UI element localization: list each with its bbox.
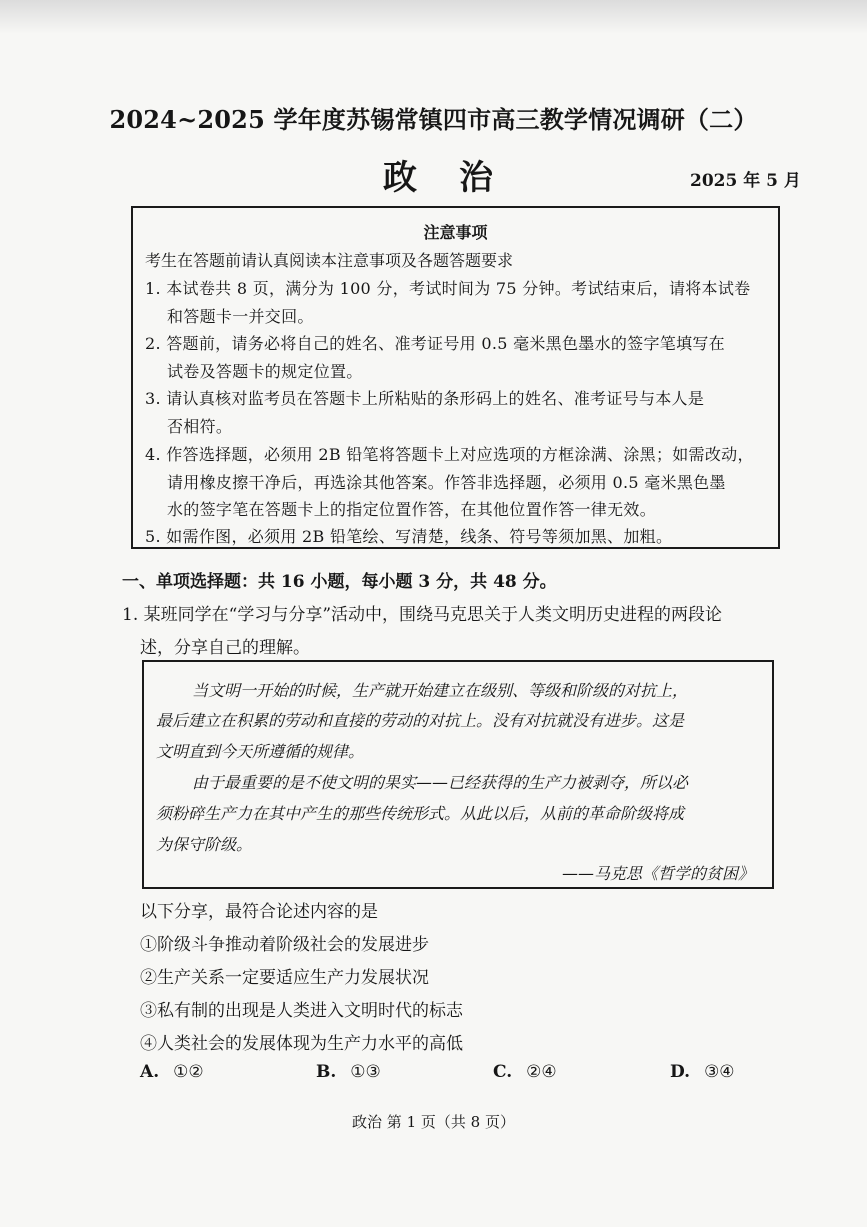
quote-line: 须粉碎生产力在其中产生的那些传统形式。从此以后，从前的革命阶级将成 — [156, 804, 685, 823]
notice-heading: 注意事项 — [423, 223, 488, 242]
notice-line: 5. 如需作图，必须用 2B 铅笔绘、写清楚，线条、符号等须加黑、加粗。 — [145, 527, 673, 546]
section-header: 一、单项选择题：共 16 小题，每小题 3 分，共 48 分。 — [122, 572, 557, 592]
quote-source: ——马克思《哲学的贫困》 — [561, 864, 754, 883]
statement-option: ①阶级斗争推动着阶级社会的发展进步 — [140, 935, 429, 955]
quote-line: 当文明一开始的时候，生产就开始建立在级别、等级和阶级的对抗上， — [192, 681, 689, 700]
quote-line: 文明直到今天所遵循的规律。 — [156, 742, 365, 761]
quote-line: 为保守阶级。 — [156, 835, 253, 854]
choice-letter: B. — [316, 1062, 337, 1082]
notice-line: 水的签字笔在答题卡上的指定位置作答，在其他位置作答一律无效。 — [167, 500, 657, 519]
choice-text: ③④ — [704, 1062, 735, 1082]
quote-box — [142, 660, 774, 889]
notice-line: 否相符。 — [167, 417, 233, 436]
question-stem: 以下分享，最符合论述内容的是 — [140, 902, 378, 922]
choice-text: ②④ — [526, 1062, 557, 1082]
exam-date: 2025 年 5 月 — [690, 171, 801, 191]
notice-line: 请用橡皮擦干净后，再选涂其他答案。作答非选择题，必须用 0.5 毫米黑色墨 — [167, 473, 726, 492]
notice-intro: 考生在答题前请认真阅读本注意事项及各题答题要求 — [145, 251, 514, 270]
question-text: 述，分享自己的理解。 — [140, 638, 310, 658]
question-text: 1. 某班同学在“学习与分享”活动中，围绕马克思关于人类文明历史进程的两段论 — [122, 605, 723, 625]
subject-title: 政治 — [383, 158, 535, 198]
choice-b — [316, 1062, 381, 1082]
notice-line: 4. 作答选择题，必须用 2B 铅笔将答题卡上对应选项的方框涂满、涂黑；如需改动， — [145, 445, 754, 464]
scan-shadow — [0, 0, 867, 34]
quote-line: 最后建立在积累的劳动和直接的劳动的对抗上。没有对抗就没有进步。这是 — [156, 711, 685, 730]
notice-line: 试卷及答题卡的规定位置。 — [167, 362, 363, 381]
choice-text: ①② — [173, 1062, 204, 1082]
choice-d — [670, 1062, 735, 1082]
statement-option: ④人类社会的发展体现为生产力水平的高低 — [140, 1034, 463, 1054]
exam-title: 2024~2025 学年度苏锡常镇四市高三教学情况调研（二） — [109, 105, 758, 134]
choice-letter: C. — [493, 1062, 513, 1082]
choice-letter: A. — [140, 1062, 160, 1082]
notice-line: 3. 请认真核对监考员在答题卡上所粘贴的条形码上的姓名、准考证号与本人是 — [145, 389, 705, 408]
page-footer: 政治 第 1 页（共 8 页） — [352, 1113, 515, 1131]
notice-line: 和答题卡一并交回。 — [167, 307, 314, 326]
choice-c — [493, 1062, 557, 1082]
statement-option: ②生产关系一定要适应生产力发展状况 — [140, 968, 429, 988]
quote-line: 由于最重要的是不使文明的果实——已经获得的生产力被剥夺，所以必 — [192, 773, 689, 792]
choice-text: ①③ — [350, 1062, 381, 1082]
choice-a — [140, 1062, 204, 1082]
statement-option: ③私有制的出现是人类进入文明时代的标志 — [140, 1001, 463, 1021]
notice-line: 1. 本试卷共 8 页，满分为 100 分，考试时间为 75 分钟。考试结束后，请将本试卷 — [145, 279, 751, 298]
notice-line: 2. 答题前，请务必将自己的姓名、准考证号用 0.5 毫米黑色墨水的签字笔填写在 — [145, 334, 725, 353]
notice-box — [131, 206, 780, 549]
choice-letter: D. — [670, 1062, 691, 1082]
